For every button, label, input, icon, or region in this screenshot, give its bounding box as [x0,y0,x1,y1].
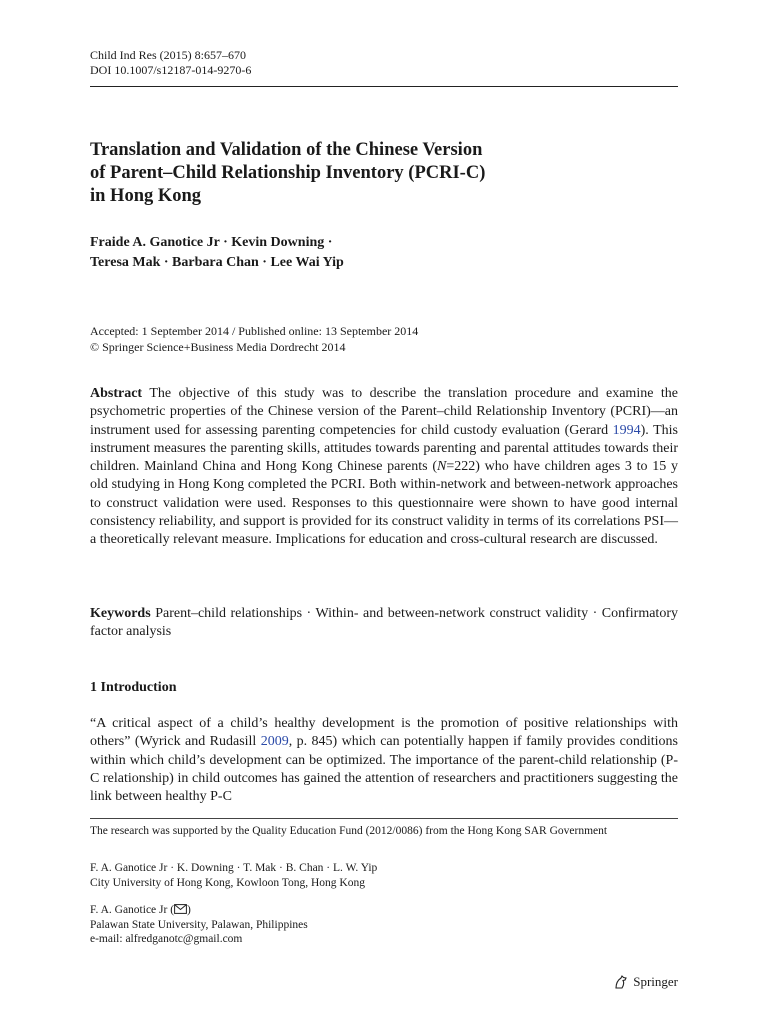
abstract-text-b: ). This instrument measures the parenting skills, attitudes towards parenting and parental attitudes towards their children. Mainland China and Hong Kong Chinese parents ( [90,422,678,475]
publisher-name: Springer [633,974,678,989]
introduction-paragraph [90,715,678,806]
citation-gerard-1994[interactable]: 1994 [612,422,641,438]
abstract [90,385,678,550]
header-divider [90,86,678,87]
accepted-date: Accepted: 1 September 2014 / Published online: 13 September 2014 [90,324,419,338]
doi: DOI 10.1007/s12187-014-9270-6 [90,63,252,77]
affiliation-names: F. A. Ganotice Jr · K. Downing · T. Mak · B. Chan · L. W. Yip [90,862,378,874]
citation-wyrick-2009[interactable]: 2009 [260,734,289,750]
email-address[interactable]: e-mail: alfredganotc@gmail.com [90,933,243,945]
publication-dates [90,323,418,355]
title-line-1: Translation and Validation of the Chinese Version [90,140,483,160]
footnote-divider [90,818,678,819]
copyright-line: © Springer Science+Business Media Dordrecht 2014 [90,340,346,354]
keywords-label: Keywords [90,606,151,621]
affiliation-place: City University of Hong Kong, Kowloon Tong, Hong Kong [90,876,365,889]
affiliation-footnote [90,861,678,890]
section-heading-introduction: 1 Introduction [90,680,177,695]
journal-citation: Child Ind Res (2015) 8:657–670 [90,48,246,62]
abstract-text-a: The objective of this study was to describe the translation procedure and examine the psychometric properties of the Chinese version of the Parent–child Relationship Inventory (PCRI)—an instrument used for assessing parenting competencies for child custody evaluation (Gerard [90,386,678,438]
author-list [90,233,690,273]
correspondence-footnote [90,903,678,947]
sample-size-symbol: N [437,459,447,475]
corresponding-author [90,903,678,918]
title-line-2: of Parent–Child Relationship Inventory (PCRI-C) [90,163,486,183]
abstract-label: Abstract [90,386,143,401]
title-line-3: in Hong Kong [90,186,202,206]
springer-horse-icon [613,974,629,990]
journal-header [90,48,251,78]
article-title [90,139,690,208]
intro-text-b: , p. 845) which can potentially happen if family provides conditions within which child’s development can be optimized. The importance of the parent-child relationship (P-C relationship) in child outcomes has gained the attention of researchers and practitioners suggesting the link between healthy P-C [90,734,678,805]
envelope-icon[interactable] [174,904,187,914]
keywords [90,605,678,642]
authors-line-2: Teresa Mak · Barbara Chan · Lee Wai Yip [90,255,344,270]
abstract-text-c: =222) who have children ages 3 to 15 y old studying in Hong Kong completed the PCRI. Both within-network and between-network approaches to construct validation were used. Responses to this questionnaire were shown to have good internal consistency reliability, and support is provided for its construct validity in terms of its correlations PSI—a theoretically relevant measure. Implications for education and cross-cultural research are discussed. [90,459,679,548]
intro-text-a: “A critical aspect of a child’s healthy development is the promotion of positive relationships with others” (Wyrick and Rudasill [90,716,678,750]
funding-footnote: The research was supported by the Quality Education Fund (2012/0086) from the Hong Kong SAR Government [90,825,608,837]
corresponding-affiliation: Palawan State University, Palawan, Philippines [90,918,308,931]
corresponding-author-name: F. A. Ganotice Jr ( [90,904,175,916]
authors-line-1: Fraide A. Ganotice Jr · Kevin Downing · [90,235,333,250]
publisher-logo [613,974,678,990]
corresponding-author-close: ) [187,904,191,916]
keywords-text: Parent–child relationships · Within- and between-network construct validity · Confirmatory factor analysis [90,606,678,640]
